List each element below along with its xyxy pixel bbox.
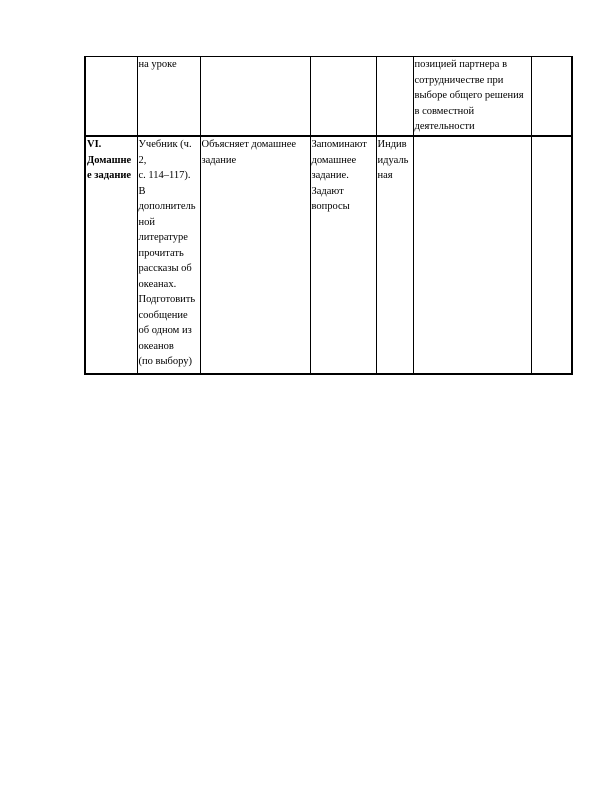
content-cell <box>137 136 200 374</box>
student-activity-cell <box>310 57 376 137</box>
lesson-plan-table <box>84 56 573 375</box>
control-cell <box>531 136 572 374</box>
control-cell <box>531 57 572 137</box>
work-form-cell <box>376 136 413 374</box>
table-row <box>85 57 572 137</box>
stage-cell <box>85 136 137 374</box>
content-cell <box>137 57 200 137</box>
cell-text: Учебник (ч. 2, с. 114–117). В дополнительной литературе прочитать рассказы об океанах. Подготовить сообщение об одном из океанов (по выбору) <box>138 139 196 367</box>
table-row <box>85 136 572 374</box>
uud-cell <box>413 57 531 137</box>
stage-title: VI. Домашнее задание <box>87 139 132 181</box>
work-form-cell <box>376 57 413 137</box>
cell-text: на уроке <box>138 59 177 70</box>
teacher-activity-cell <box>200 57 310 137</box>
cell-text: Объясняет домашнее задание <box>201 139 299 166</box>
cell-text: Индивидуальная <box>377 139 409 181</box>
student-activity-cell <box>310 136 376 374</box>
teacher-activity-cell <box>200 136 310 374</box>
uud-cell <box>413 136 531 374</box>
cell-text: Запоминают домашнее задание. Задают вопросы <box>311 139 370 212</box>
stage-cell <box>85 57 137 137</box>
cell-text: позицией партнера в сотрудничестве при выборе общего решения в совместной деятельности <box>414 59 527 132</box>
